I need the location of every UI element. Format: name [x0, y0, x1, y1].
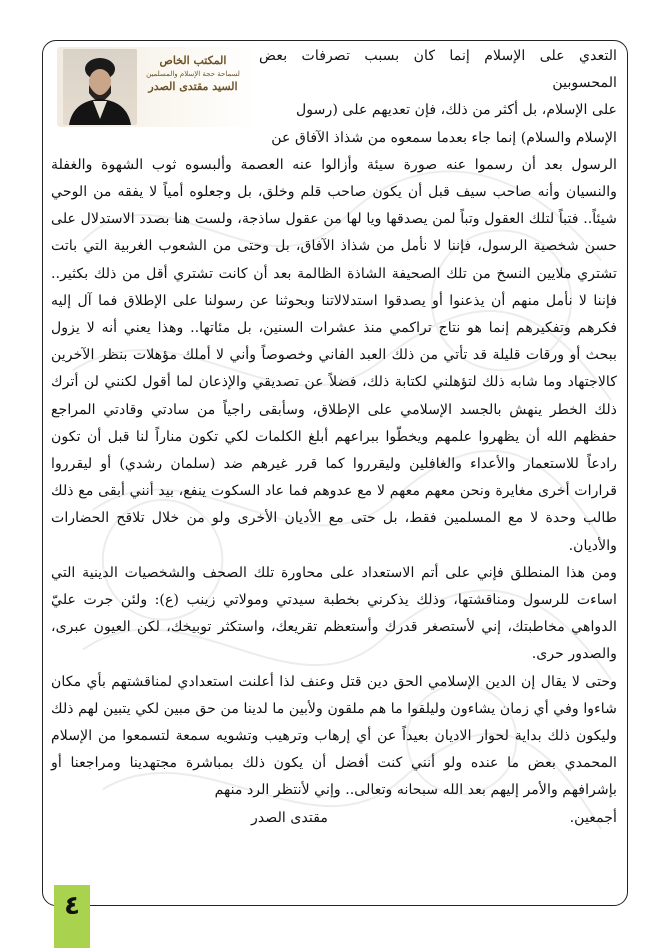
paragraph-2: ومن هذا المنطلق فإني على أتم الاستعداد على محاورة تلك الصحف والشخصيات الدينية التي اساءت للرسول ومناقشتها، وذلك يذكرني بخطبة سيدتي ومولاتي زينب (ع): ولئن جرت عليّ الدواهي مخاطبتك، إني لأستصغر قدرك وأستعظم تقريعك، واستكثر توبيخك، لكن العيون عبرى، والصدور حرى. [51, 564, 617, 663]
badge-line-honorific: لسماحة حجة الإسلام والمسلمين [146, 69, 240, 78]
paragraph-3: وحتى لا يقال إن الدين الإسلامي الحق دين قتل وعنف لذا أعلنت استعدادي لمناقشتهم بأي مكان شاءوا وفي أي زمان يشاءون وليلقوا ما هم ملقون ولأبين ما لدينا من حق مبين لكي يتبين لهم ذلك وليكون ذلك بداية لحوار الاديان بعيداً عن أي إرهاب وترهيب وتشويه سمعة لتسمعوا من الإسلام المحمدي بعض ما عنده ولو أنني كنت أفضل أن يكون ذلك بمباشرة مجتهدينا ومراجعنا أو بإشرافهم والأمر إليهم بعد الله سبحانه وتعالى.. وإني لأنتظر الرد منهم [51, 673, 617, 799]
paragraph-1-line-1: التعدي على الإسلام إنما كان بسبب تصرفات بعض المحسوبين [259, 48, 617, 92]
closing-line [51, 805, 617, 832]
article-body [51, 43, 617, 832]
signature: مقتدى الصدر [251, 809, 328, 826]
badge-line-name: السيد مقتدى الصدر [148, 79, 238, 93]
paragraph-1-rest: الرسول بعد أن رسموا عنه صورة سيئة وأزالوا عنه العصمة وألبسوه ثوب الشهوة والغفلة والنسيان وأنه صاحب سيف قبل أن يكون صاحب قلم وخلق، بل وجعلوه أمياً لا يفقه من الوحي شيئاً.. فتباً لتلك العقول وتباً لمن يصدقها ويا لها من عقول ساذجة، ولست هنا بصدد الاستدلال على حسن شخصية الرسول، فإننا لا نأمل من شذاذ الآفاق، بل وحتى من الشعوب الغربية التي باتت تشتري ملايين النسخ من تلك الصحيفة الشاذة الظالمة بعد أن كانت تشتري أقل من ذلك بكثير.. فإننا لا نأمل منهم أن يذعنوا أو يصدقوا استدلالاتنا وبحوثنا عن رسولنا على الإطلاق فما آل إليه فكرهم وتفكيرهم إنما هو نتاج تراكمي منذ عشرات السنين، بل مئاتها.. وهذا يعني أنه لا يزول ببحث أو ورقات قليلة قد تأتي من ذلك العبد الفاني وخصوصاً وأني لا أملك مؤهلات بنظر الآخرين كالاجتهاد وما شابه ذلك لتؤهلني لكتابة ذلك، فضلاً عن تصديقي والإذعان لما أقول لكنني لن أترك ذلك الخطر ينهش بالجسد الإسلامي على الإطلاق، وسأبقى راجياً من سادتي وقادتي المراجع حفظهم الله أن يظهروا علمهم ويخطّوا ببراعهم أبلغ الكلمات لكي تكون مناراً لنا قبل أن تكون رادعاً للاستعمار والأعداء والغافلين وليقرروا كما قرر غيرهم ضد (سلمان رشدي) أو ليقرروا قرارات أخرى مغايرة ونحن معهم معهم لا مع عدوهم فما عاد السكوت ينفع، بيد أنني أبقى مع ذلك طالب وحدة لا مع المسلمين فقط، بل حتى مع الأديان الأخرى ولو من خلال تلاقح الحضارات والأديان. [51, 156, 617, 554]
paragraph-1-line-2: على الإسلام، بل أكثر من ذلك، فإن تعديهم على (رسول [296, 102, 617, 119]
closing-word: أجمعين. [569, 809, 617, 826]
paragraph-1 [51, 43, 617, 560]
page-number-tab [54, 885, 90, 948]
page-number: ٤ [64, 891, 80, 921]
paragraph-1-line-3: الإسلام والسلام) إنما جاء بعدما سمعوه من شذاذ الآفاق عن [271, 129, 617, 146]
page-frame [42, 40, 628, 906]
badge-line-office: المكتب الخاص [159, 54, 227, 67]
